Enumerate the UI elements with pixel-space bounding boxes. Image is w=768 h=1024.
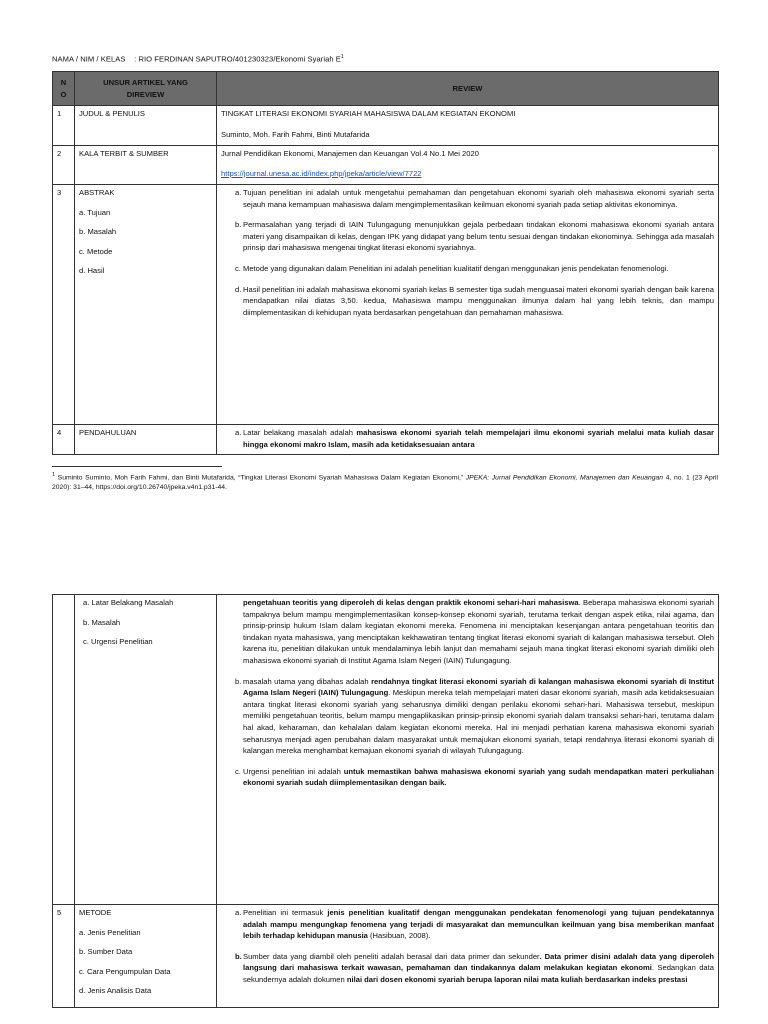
row-number: 4 xyxy=(53,425,75,455)
section-label: ABSTRAK xyxy=(79,188,115,197)
page-gap xyxy=(0,540,768,590)
student-header xyxy=(52,54,344,64)
footnote: $^1$ Suminto Suminto, Moh Farih Fahmi, dan Binti Mutafarida, “Tingkat Literasi Ekonomi Syariah Mahasiswa Dalam Kegiatan Ekonomi,” JPEKA: Jurnal Pendidikan Ekonomi, Manajemen dan Keuangan 4, no. 1 (23 April 2020): 31–44, https://doi.org/10.26740/jpeka.v4n1.p31-44. xyxy=(52,472,719,492)
article-link[interactable]: https://journal.unesa.ac.id/index.php/jpeka/article/view/7722 xyxy=(221,168,422,178)
row-unsur: KALA TERBIT & SUMBER xyxy=(75,146,217,185)
intro-list-continued xyxy=(221,597,714,789)
sub-label: d. Hasil xyxy=(79,266,105,276)
sub-label: c. Cara Pengumpulan Data xyxy=(79,966,171,976)
row-number: 3 xyxy=(53,185,75,425)
list-item: b. masalah utama yang dibahas adalah rendahnya tingkat literasi ekonomi syariah di kalangan mahasiswa ekonomi syariah di Institut Agama Islam Negeri (IAIN) Tulungagung. Meskipun mereka telah mempelajari materi dasar ekonomi syariah, masih ada ketidaksesuaian antara tingkat literasi ekonomi syariah yang seharusnya dimiliki dengan perilaku ekonomi sehari-hari. Mahasiswa tersebut, meskipun memiliki pengetahuan teoritis, belum mampu mengaplikasikan prinsip-prinsip ekonomi syariah dalam transaksi sehari-hari, terutama dalam hal akad, keharaman, dan kehalalan dalam kegiatan ekonomi mereka. Hal ini menjadi perhatian karena mahasiswa ekonomi syariah seharusnya menjadi agen perubahan dalam masyarakat untuk memajukan ekonomi syariah, tetapi rendahnya literasi ekonomi syariah di kalangan mereka menghambat kemajuan ekonomi syariah di wilayah Tulungagung. xyxy=(235,676,714,756)
list-item: b. Permasalahan yang terjadi di IAIN Tulungagung menunjukkan gejala perbedaan tindakan ekonomi mahasiswa ekonomi syariah antara materi yang disampaikan di kelas, dengan IPK yang didapat yang belum tentu sesuai dengan tindakan ekonominya. Sehingga ada masalah prinsip dari mahasiswa mengenai tingkat literasi ekonomi syariahnya. xyxy=(235,220,714,253)
col-no-header: N O xyxy=(53,72,75,106)
list-item: b. Sumber data yang diambil oleh peneliti adalah berasal dari data primer dan sekunder. Data primer disini adalah data yang diperoleh langsung dari mahasiswa terkait wawasan, pemahaman dan tindakannya dalam melakukan kegiatan ekonomi. Sedangkan data sekundernya adalah dokumen nilai dari dosen ekonomi syariah berupa laporan nilai mata kuliah berdasarkan indeks prestasi xyxy=(235,951,714,984)
sub-label: b. Masalah xyxy=(83,617,121,627)
list-item: c. Urgensi penelitian ini adalah untuk memastikan bahwa mahasiswa ekonomi syariah yang sudah mendapatkan materi perkuliahan ekonomi syariah sudah diimplementasikan dengan baik. xyxy=(235,766,714,788)
document-page-2 xyxy=(0,590,768,1024)
row-number xyxy=(53,595,75,905)
method-list xyxy=(221,907,714,986)
abstract-list xyxy=(221,187,714,318)
list-item: a. Penelitian ini termasuk jenis penelitian kualitatif dengan menggunakan pendekatan fenomenologi yang tujuan pendekatannya adalah mampu mengungkap fenomena yang terjadi di masyarakat dan memunculkan keilmuan yang bisa memberikan manfaat lebih terhadap kehidupan manusia (Hasibuan, 2008). xyxy=(235,908,714,941)
review-table-continued xyxy=(52,594,719,1008)
footnote-ref: 1 xyxy=(340,54,345,60)
row-unsur: JUDUL & PENULIS xyxy=(75,106,217,146)
table-row xyxy=(53,905,719,1008)
header-label: NAMA / NIM / KELAS xyxy=(52,54,126,64)
row-number: 2 xyxy=(53,146,75,185)
table-row xyxy=(53,185,719,425)
col-unsur-header: UNSUR ARTIKEL YANG DIREVIEW xyxy=(75,72,217,106)
intro-list xyxy=(221,427,714,450)
sub-label: a. Tujuan xyxy=(79,207,111,217)
table-row xyxy=(53,595,719,905)
row-review xyxy=(217,595,719,905)
list-item: c. Metode yang digunakan dalam Penelitian ini adalah penelitian kualitatif dengan menggunakan jenis pendekatan fenomenologi. xyxy=(235,263,669,273)
col-review-header: REVIEW xyxy=(217,72,719,106)
list-item: a. Latar belakang masalah adalah mahasiswa ekonomi syariah telah mempelajari ilmu ekonomi syariah melalui mata kuliah dasar hingga ekonomi makro Islam, masih ada ketidaksesuaian antara xyxy=(235,428,714,449)
row-review xyxy=(217,146,719,185)
table-row xyxy=(53,106,719,146)
header-sep: : xyxy=(134,54,137,64)
table-row xyxy=(53,146,719,185)
row-unsur: PENDAHULUAN xyxy=(75,425,217,455)
header-value: RIO FERDINAN SAPUTRO/401230323/Ekonomi Syariah E xyxy=(138,54,341,64)
table-header-row xyxy=(53,72,719,106)
sub-label: c. Metode xyxy=(79,246,113,256)
row-review xyxy=(217,185,719,425)
sub-label: c. Urgensi Penelitian xyxy=(83,637,153,647)
review-table xyxy=(52,71,719,455)
row-unsur xyxy=(75,595,217,905)
sub-label: a. Latar Belakang Masalah xyxy=(83,598,174,607)
row-review xyxy=(217,425,719,455)
article-authors: Suminto, Moh. Farih Fahmi, Binti Mutafarida xyxy=(221,129,370,139)
row-number: 1 xyxy=(53,106,75,146)
list-item: a. Tujuan penelitian ini adalah untuk mengetahui pemahaman dan pengetahuan ekonomi syariah oleh mahasiswa ekonomi syariah serta sejauh mana kemampuan mahasiswa dalam mengimplementasikan keilmuan ekonomi syariah pada setiap aktivitas ekonominya. xyxy=(235,188,714,209)
sub-label: a. Jenis Penelitian xyxy=(79,927,141,937)
row-unsur xyxy=(75,185,217,425)
footnote-divider xyxy=(52,466,222,467)
journal-info: Jurnal Pendidikan Ekonomi, Manajemen dan Keuangan Vol.4 No.1 Mei 2020 xyxy=(221,149,479,158)
row-number: 5 xyxy=(53,905,75,1008)
list-item: d. Hasil penelitian ini adalah mahasiswa ekonomi syariah kelas B semester tiga sudah menguasai materi ekonomi syariah dengan baik karena mendapatkan nilai diatas 3,50. kedua, Mahasiswa mampu menggunakan ilmunya dalam hal yang lebih teknis, dan mampu diimplementasikan di kehidupan nyata berdasarkan pengetahuan dan pemahaman mahasiswa. xyxy=(235,284,714,317)
sub-label: b. Sumber Data xyxy=(79,947,133,957)
sub-label: d. Jenis Analisis Data xyxy=(79,986,152,996)
list-item: pengetahuan teoritis yang diperoleh di kelas dengan praktik ekonomi sehari-hari mahasiswa. Beberapa mahasiswa ekonomi syariah tampaknya belum mampu mengimplementasikan konsep-konsep ekonomi syariah, terutama terkait dengan aspek etika, nilai agama, dan prinsip-prinsip hukum Islam dalam kegiatan ekonomi mereka. Fenomena ini menciptakan kesenjangan antara pengetahuan teoritis dan tindakan nyata mahasiswa, yang menciptakan kekhawatiran tentang tingkat literasi ekonomi syariah di kalangan mahasiswa tersebut. Oleh karena itu, penelitian dilakukan untuk mendalaminya lebih lanjut dan memahami sejauh mana tingkat literasi ekonomi syariah dimiliki oleh mahasiswa ekonomi syariah di Institut Agama Islam Negeri (IAIN) Tulungagung. xyxy=(243,598,714,665)
row-review xyxy=(217,106,719,146)
row-review xyxy=(217,905,719,1008)
article-title: TINGKAT LITERASI EKONOMI SYARIAH MAHASISWA DALAM KEGIATAN EKONOMI xyxy=(221,109,516,118)
sub-label: b. Masalah xyxy=(79,227,117,237)
section-label: METODE xyxy=(79,908,112,917)
table-row xyxy=(53,425,719,455)
row-unsur xyxy=(75,905,217,1008)
